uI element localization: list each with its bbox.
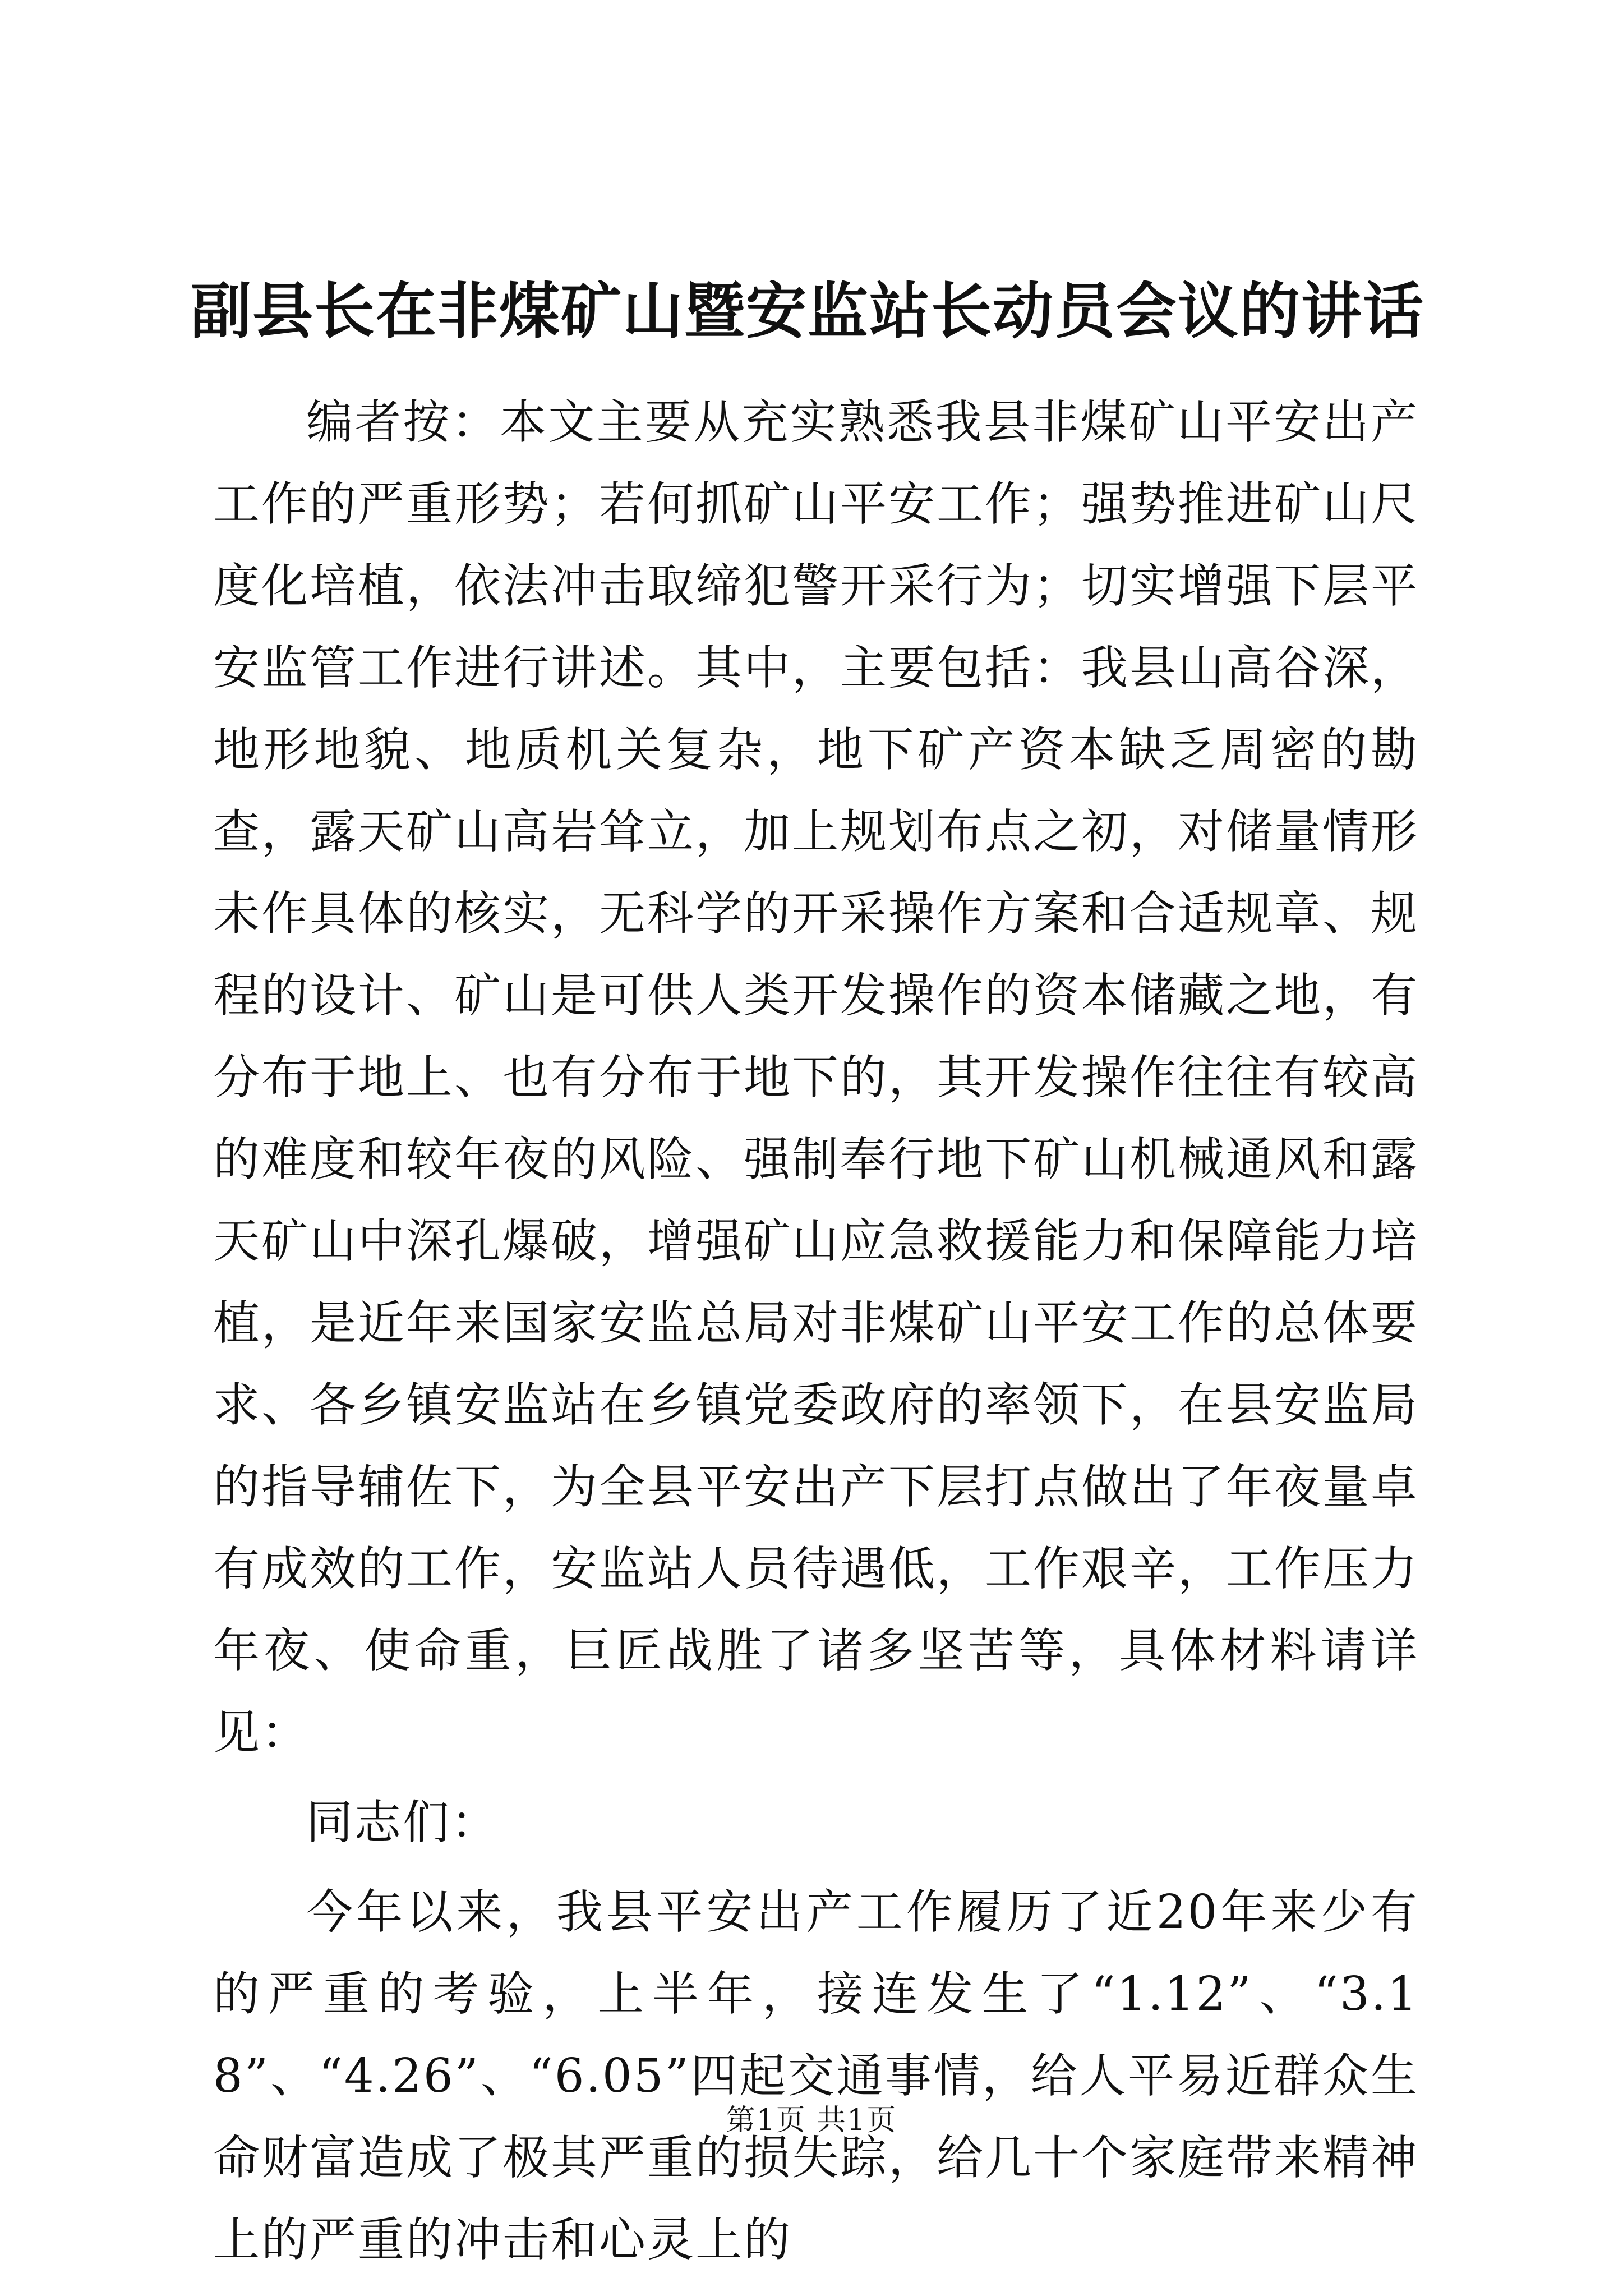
speech-paragraph: 今年以来，我县平安出产工作履历了近20年来少有的严重的考验，上半年，接连发生了“1.12”、“3.18”、“4.26”、“6.05”四起交通事情，给人平易近群众生命财富造成了极其严重的损失踪，给几十个家庭带来精神上的严重的冲击和心灵上的 — [213, 1885, 1419, 2267]
page-number-footer: 第1页 共1页 — [726, 2104, 897, 2137]
document-title: 副县长在非煤矿山暨安监站长动员会议的讲话 — [191, 276, 1425, 347]
editor-note-paragraph: 编者按：本文主要从充实熟悉我县非煤矿山平安出产工作的严重形势；若何抓矿山平安工作；强势推进矿山尺度化培植，依法冲击取缔犯警开采行为；切实增强下层平安监管工作进行讲述。其中，主要包括：我县山高谷深，地形地貌、地质机关复杂，地下矿产资本缺乏周密的勘查，露天矿山高岩耸立，加上规划布点之初，对储量情形未作具体的核实，无科学的开采操作方案和合适规章、规程的设计、矿山是可供人类开发操作的资本储藏之地，有分布于地上、也有分布于地下的，其开发操作往往有较高的难度和较年夜的风险、强制奉行地下矿山机械通风和露天矿山中深孔爆破，增强矿山应急救援能力和保障能力培植，是近年来国家安监总局对非煤矿山平安工作的总体要求、各乡镇安监站在乡镇党委政府的率领下，在县安监局的指导辅佐下，为全县平安出产下层打点做出了年夜量卓有成效的工作，安监站人员待遇低，工作艰辛，工作压力年夜、使命重，巨匠战胜了诸多坚苦等，具体材料请详见： — [213, 395, 1419, 1760]
salutation-paragraph: 同志们： — [306, 1795, 499, 1849]
document-body — [213, 381, 1419, 2281]
